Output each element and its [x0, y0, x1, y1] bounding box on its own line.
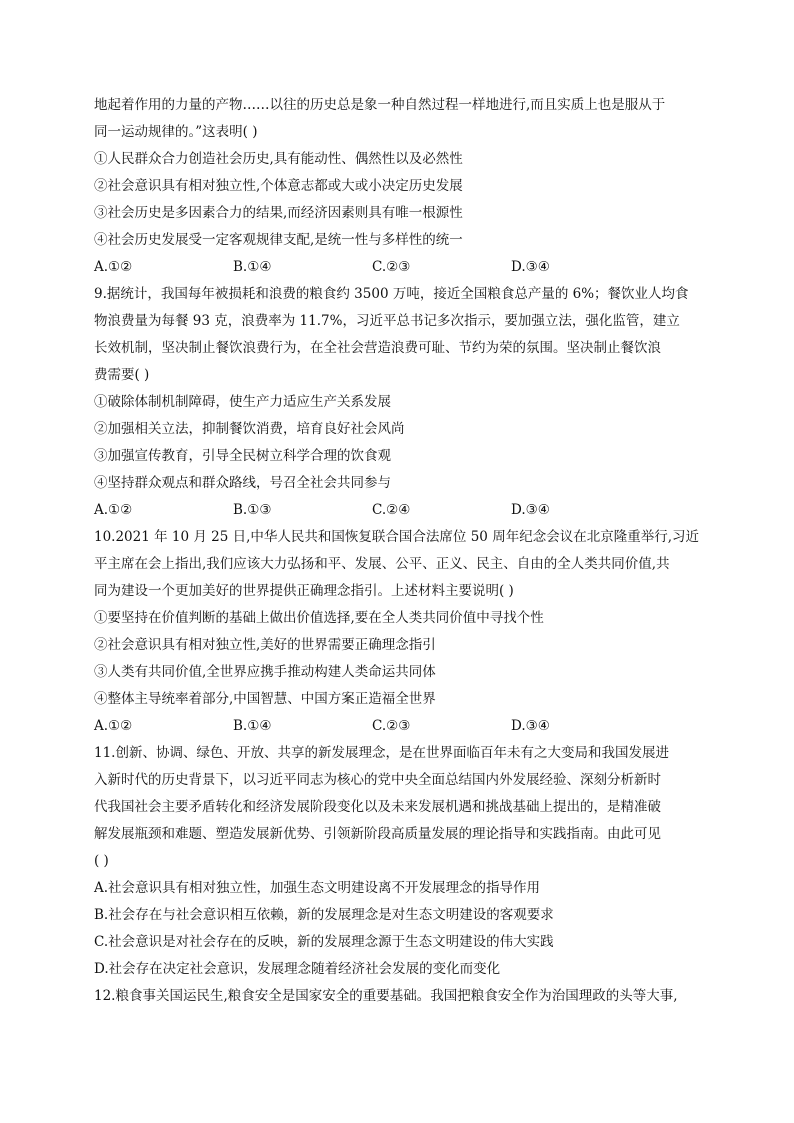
question-stem: 长效机制，坚决制止餐饮浪费行为，在全社会营造浪费可耻、节约为荣的氛围。坚决制止餐饮浪: [94, 340, 661, 356]
answer-options: [94, 497, 706, 524]
answer-blank: ( ): [94, 853, 109, 869]
question-8: [94, 92, 706, 281]
question-stem: 解发展瓶颈和难题、塑造发展新优势、引领新阶段高质量发展的理论指导和实践指南。由此可见: [94, 826, 661, 842]
option-b: B.①④: [233, 718, 272, 734]
question-stem: 9.据统计，我国每年被损耗和浪费的粮食约 3500 万吨，接近全国粮食总产量的 6%；餐饮业人均食: [94, 286, 689, 302]
answer-options: [94, 254, 706, 281]
choice-b: B.社会存在与社会意识相互依赖，新的发展理念是对生态文明建设的客观要求: [94, 907, 554, 923]
statement: ①要坚持在价值判断的基础上做出价值选择,要在全人类共同价值中寻找个性: [94, 610, 544, 626]
question-stem: 代我国社会主要矛盾转化和经济发展阶段变化以及未来发展机遇和挑战基础上提出的，是精准破: [94, 799, 661, 815]
question-stem: 同为建设一个更加美好的世界提供正确理念指引。上述材料主要说明( ): [94, 583, 514, 599]
question-stem: 平主席在会上指出,我们应该大力弘扬和平、发展、公平、正义、民主、自由的全人类共同价值,共: [94, 556, 670, 572]
statement: ①人民群众合力创造社会历史,具有能动性、偶然性以及必然性: [94, 151, 463, 167]
option-a: A.①②: [94, 502, 133, 518]
answer-options: [94, 713, 706, 740]
document-page: [94, 92, 706, 1010]
question-stem: 12.粮食事关国运民生,粮食安全是国家安全的重要基础。我国把粮食安全作为治国理政的头等大事,: [94, 988, 678, 1004]
question-stem: 同一运动规律的。”这表明( ): [94, 124, 258, 140]
option-c: C.②④: [372, 502, 411, 518]
option-d: D.③④: [511, 718, 550, 734]
option-d: D.③④: [511, 259, 550, 275]
question-stem: 物浪费量为每餐 93 克，浪费率为 11.7%，习近平总书记多次指示，要加强立法，强化监管，建立: [94, 313, 680, 329]
statement: ②加强相关立法，抑制餐饮消费，培育良好社会风尚: [94, 421, 405, 437]
option-b: B.①④: [233, 259, 272, 275]
choice-a: A.社会意识具有相对独立性，加强生态文明建设离不开发展理念的指导作用: [94, 880, 541, 896]
option-d: D.③④: [511, 502, 550, 518]
statement: ③社会历史是多因素合力的结果,而经济因素则具有唯一根源性: [94, 205, 463, 221]
option-c: C.②③: [372, 718, 411, 734]
choice-c: C.社会意识是对社会存在的反映，新的发展理念源于生态文明建设的伟大实践: [94, 934, 554, 950]
question-stem: 11.创新、协调、绿色、开放、共享的新发展理念，是在世界面临百年未有之大变局和我国发展进: [94, 745, 669, 761]
statement: ③人类有共同价值,全世界应携手推动构建人类命运共同体: [94, 664, 436, 680]
statement: ④坚持群众观点和群众路线，号召全社会共同参与: [94, 475, 391, 491]
statement: ③加强宣传教育，引导全民树立科学合理的饮食观: [94, 448, 391, 464]
question-12: [94, 983, 706, 1010]
question-stem: 费需要( ): [94, 367, 150, 383]
question-10: [94, 524, 706, 740]
question-11: [94, 740, 706, 983]
statement: ④整体主导统率着部分,中国智慧、中国方案正造福全世界: [94, 691, 436, 707]
question-stem: 10.2021 年 10 月 25 日,中华人民共和国恢复联合国合法席位 50 周年纪念会议在北京隆重举行,习近: [94, 529, 699, 545]
question-stem: 入新时代的历史背景下，以习近平同志为核心的党中央全面总结国内外发展经验、深刻分析新时: [94, 772, 661, 788]
option-b: B.①③: [233, 502, 272, 518]
statement: ②社会意识具有相对独立性,美好的世界需要正确理念指引: [94, 637, 436, 653]
option-c: C.②③: [372, 259, 411, 275]
option-a: A.①②: [94, 718, 133, 734]
question-stem: 地起着作用的力量的产物……以往的历史总是象一种自然过程一样地进行,而且实质上也是服从于: [94, 97, 666, 113]
option-a: A.①②: [94, 259, 133, 275]
choice-d: D.社会存在决定社会意识，发展理念随着经济社会发展的变化而变化: [94, 961, 501, 977]
statement: ②社会意识具有相对独立性,个体意志都或大或小决定历史发展: [94, 178, 463, 194]
statement: ①破除体制机制障碍，使生产力适应生产关系发展: [94, 394, 391, 410]
question-9: [94, 281, 706, 524]
statement: ④社会历史发展受一定客观规律支配,是统一性与多样性的统一: [94, 232, 463, 248]
